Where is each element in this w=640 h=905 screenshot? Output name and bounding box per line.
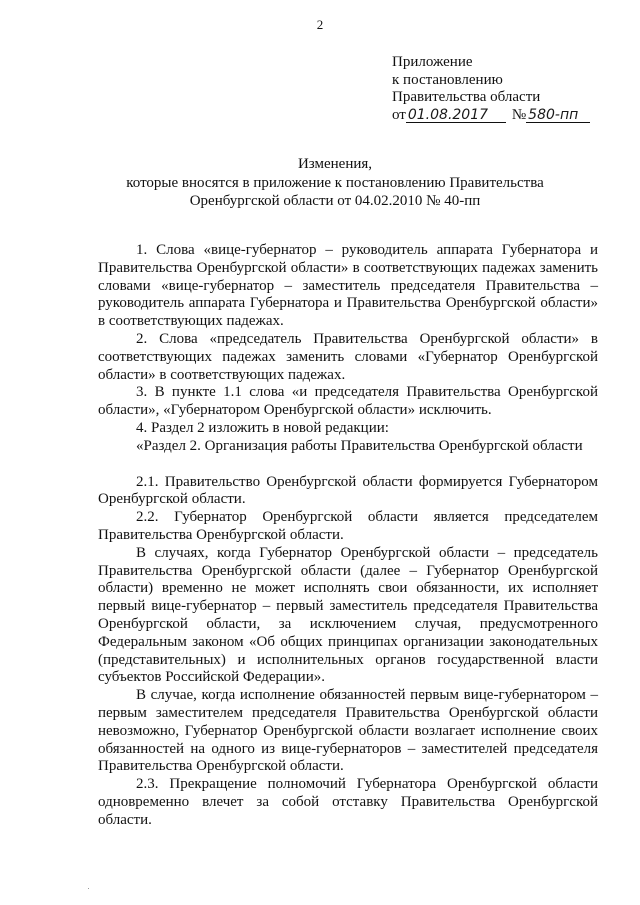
scan-dot [88, 888, 89, 889]
appendix-line-2: к постановлению [392, 71, 503, 88]
paragraph-1: 1. Слова «вице-губернатор – руководитель аппарата Губернатора и Правительства Оренбургской области» в соответствующих падежах заменить словами «вице-губернатор – заместитель председателя Правительства – руководитель аппарата Губернатора и Правительства Оренбургской области» в соответствующих падежах. [98, 242, 598, 330]
section-paragraph-2-2: 2.2. Губернатор Оренбургской области является председателем Правительства Оренбургской области. [98, 509, 598, 543]
heading-line-3: Оренбургской области от 04.02.2010 № 40-пп [189, 193, 481, 209]
date-prefix: от [392, 106, 406, 123]
paragraph-4: 4. Раздел 2 изложить в новой редакции: [136, 419, 389, 436]
appendix-block [392, 54, 590, 124]
appendix-line-3: Правительства области [392, 89, 541, 105]
section-paragraph-case: В случае, когда исполнение обязанностей первым вице-губернатором – первым заместителем председателя Правительства Оренбургской области невозможно, Губернатор Оренбургской области возлагает исполнение своих обязанностей на одного из вице-губернаторов – заместителей председателя Правительства Оренбургской области. [98, 687, 598, 775]
page-number: 2 [316, 17, 324, 32]
paragraph-2: 2. Слова «председатель Правительства Оренбургской области» в соответствующих падежах заменить словами «Губернатор Оренбургской области» в соответствующих падежах. [98, 330, 598, 383]
appendix-date-number-line [392, 107, 590, 125]
appendix-line-1: Приложение [392, 54, 473, 70]
handwritten-number: 580-пп [526, 108, 590, 123]
section-paragraph-2-3: 2.3. Прекращение полномочий Губернатора Оренбургской области одновременно влечет за собой отставку Правительства Оренбургской области. [98, 776, 598, 828]
number-prefix: № [511, 106, 527, 123]
blank-line [98, 456, 598, 474]
paragraph-3: 3. В пункте 1.1 слова «и председателя Правительства Оренбургской области», «Губернатором Оренбургской области» исключить. [98, 384, 598, 419]
handwritten-date: 01.08.2017 [406, 108, 506, 123]
heading-line-2: которые вносятся в приложение к постановлению Правительства [126, 174, 544, 191]
document-heading [70, 155, 600, 211]
section-2-title: «Раздел 2. Организация работы Правительства Оренбургской области [136, 437, 583, 454]
heading-line-1: Изменения, [297, 156, 373, 172]
section-paragraph-cases: В случаях, когда Губернатор Оренбургской области – председатель Правительства Оренбургской области (далее – Губернатор Оренбургской области) временно не может исполнять свои обязанности, их исполняет первый вице-губернатор – первый заместитель председателя Правительства Оренбургской области, за исключением случая, предусмотренного Федеральным законом «Об общих принципах организации законодательных (представительных) и исполнительных органов государственной власти субъектов Российской Федерации». [98, 544, 598, 686]
section-paragraph-2-1: 2.1. Правительство Оренбургской области формируется Губернатором Оренбургской области. [98, 473, 598, 508]
main-text [98, 242, 598, 830]
